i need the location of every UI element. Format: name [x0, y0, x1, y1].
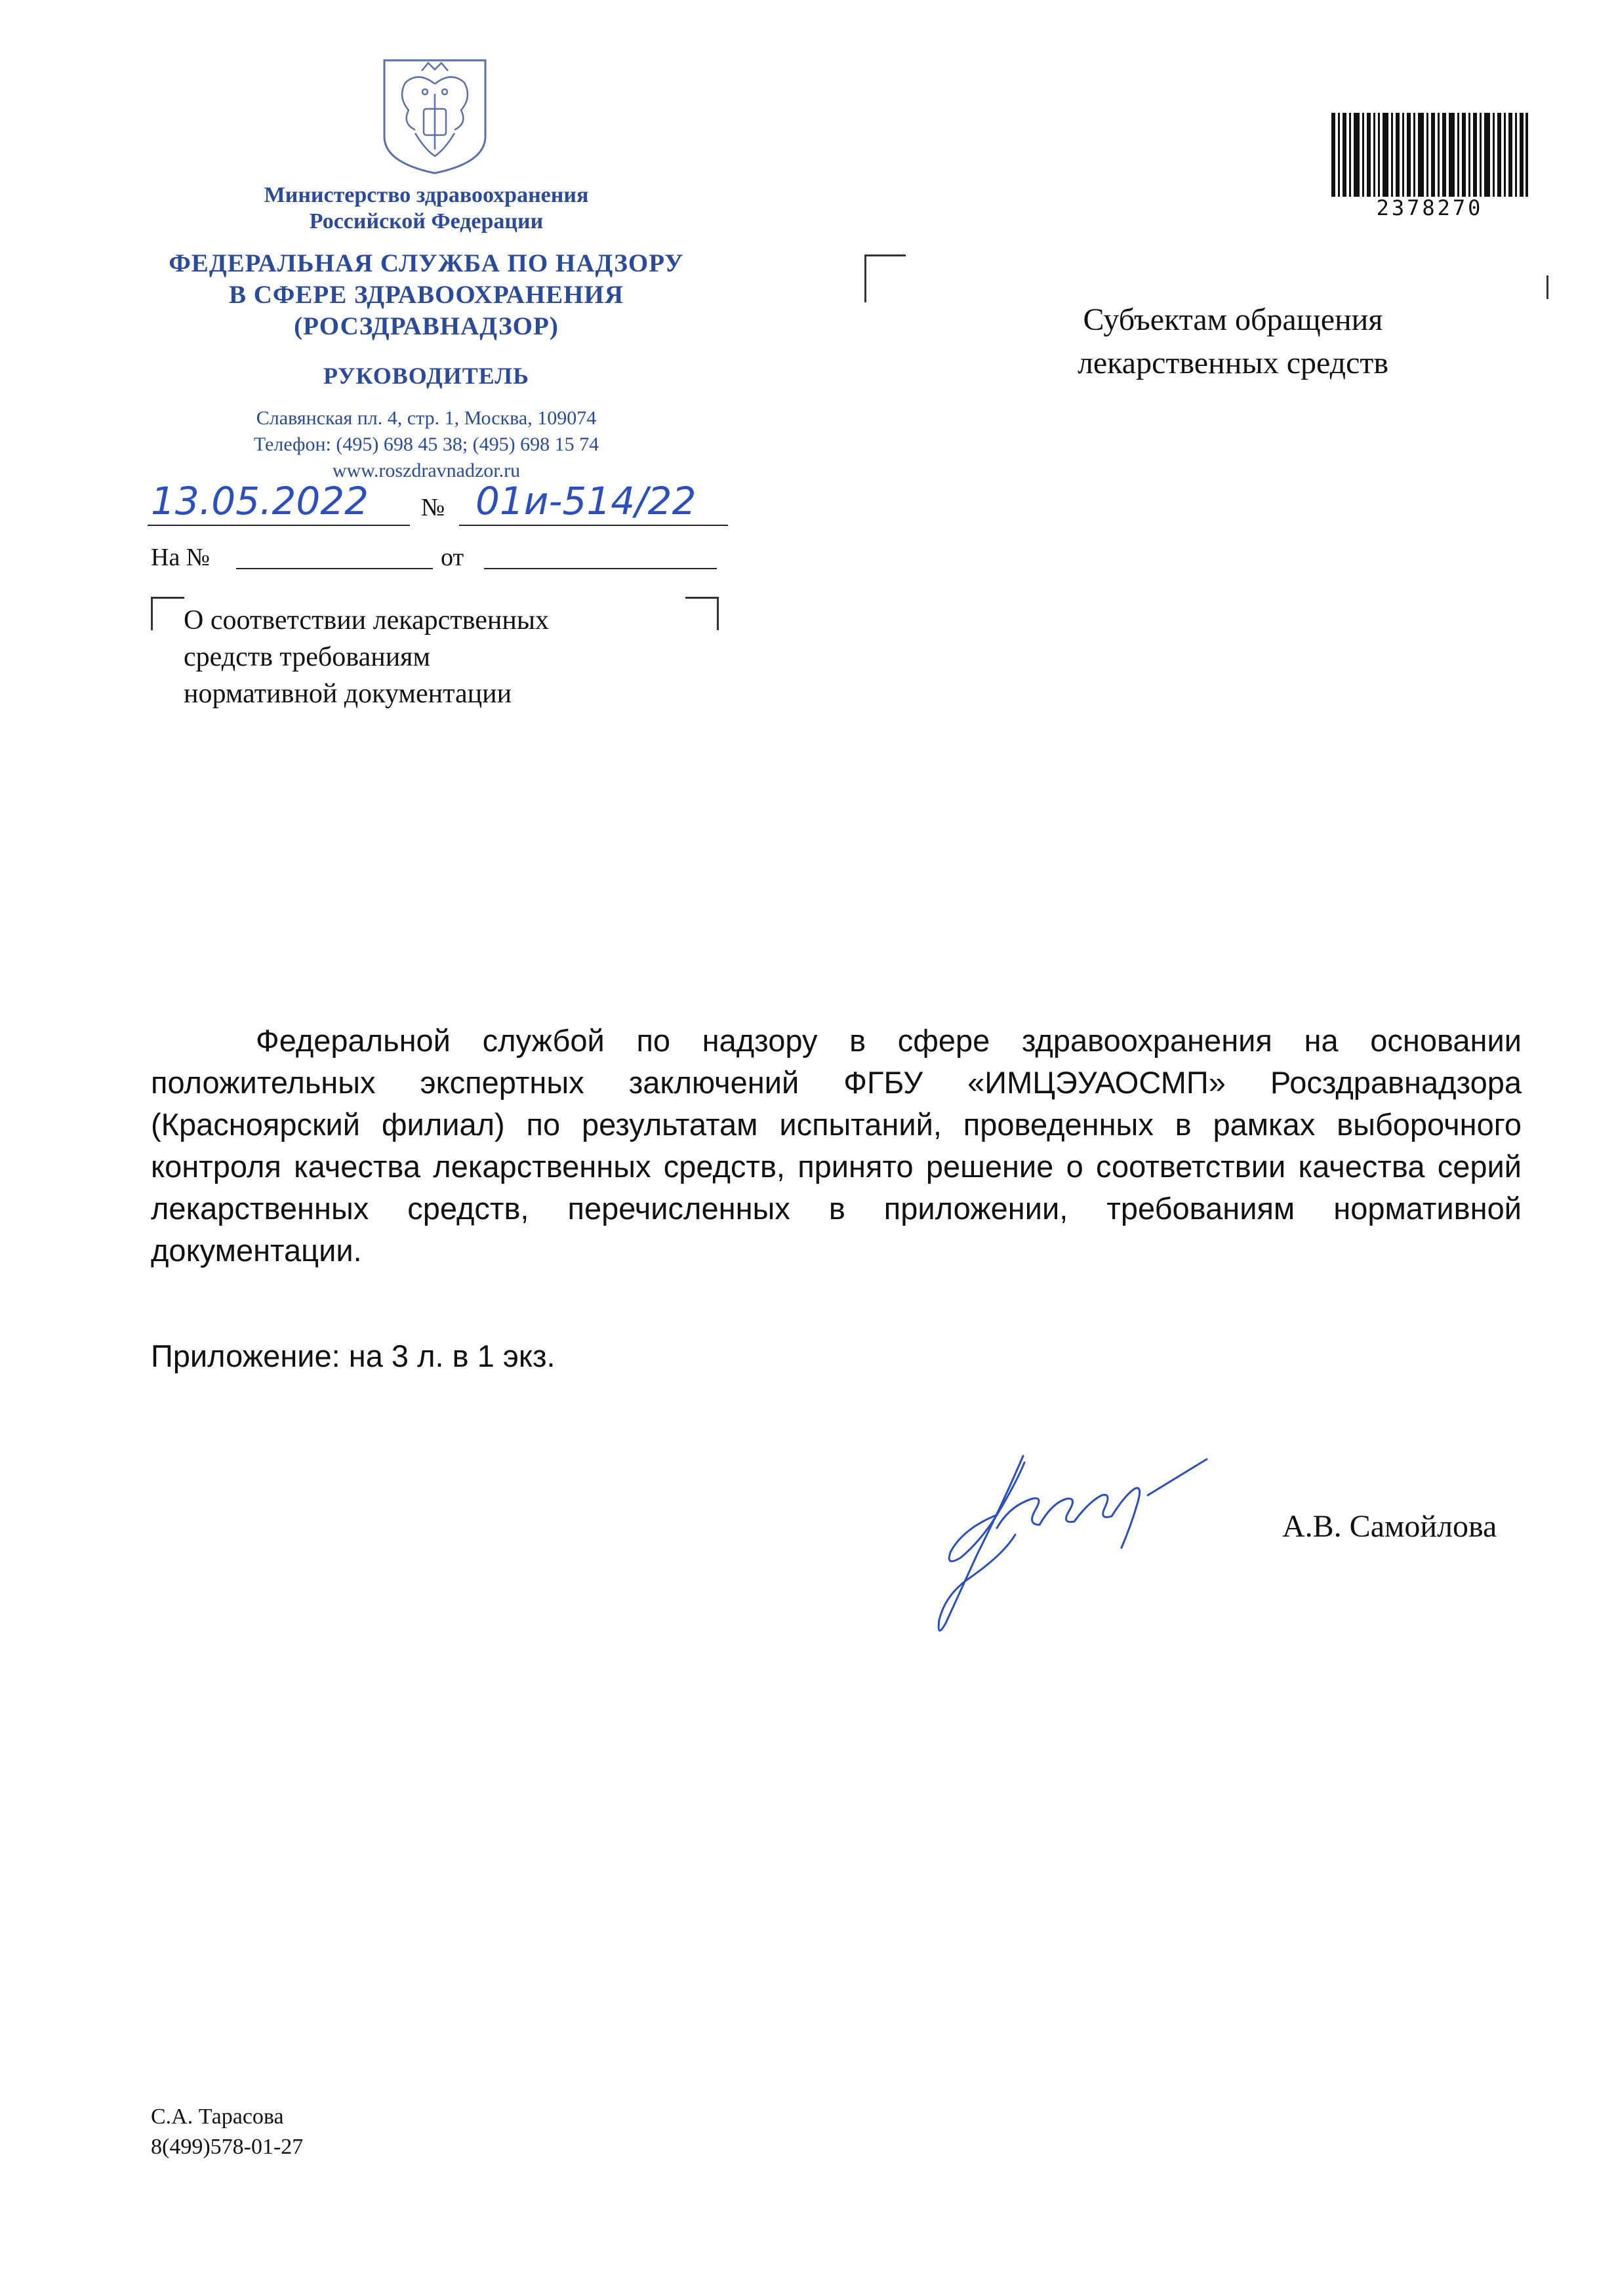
service-name-line2: В СФЕРЕ ЗДРАВООХРАНЕНИЯ [228, 281, 624, 309]
date-underline [148, 525, 410, 526]
ministry-name-line1: Министерство здравоохранения [264, 183, 589, 207]
reply-date-line [484, 568, 717, 569]
reply-number-line [236, 568, 433, 569]
number-sign: № [421, 494, 445, 521]
reply-from-label: от [441, 544, 464, 571]
body-paragraph: Федеральной службой по надзору в сфере здравоохранения на основании положительных экспертных заключений ФГБУ «ИМЦЭУАОСМП» Росздравнадзора (Красноярский филиал) по результатам испытаний, проведенных в рамках выборочного контроля качества лекарственных средств, принято решение о соответствии качества серий лекарственных средств, перечисленных в приложении, требованиям нормативной документации. [151, 1023, 1522, 1268]
ministry-name-line2: Российской Федерации [309, 209, 544, 233]
subject-line3: нормативной документации [184, 679, 512, 709]
subject-corner-left [151, 597, 184, 630]
coat-of-arms-emblem-icon [379, 58, 491, 176]
executor-phone: 8(499)578-01-27 [151, 2135, 304, 2159]
registration-date: 13.05.2022 [151, 479, 369, 523]
subject-line1: О соответствии лекарственных [184, 605, 550, 635]
signature-scribble-icon [899, 1443, 1240, 1640]
reply-number-label: На № [151, 544, 211, 571]
position-title: РУКОВОДИТЕЛЬ [323, 363, 529, 389]
signer-name: А.В. Самойлова [1282, 1509, 1497, 1544]
number-underline [459, 525, 728, 526]
registration-number: 01и-514/22 [475, 479, 697, 523]
service-name-line3: (РОСЗДРАВНАДЗОР) [294, 312, 559, 340]
service-name-line1: ФЕДЕРАЛЬНАЯ СЛУЖБА ПО НАДЗОРУ [169, 249, 684, 277]
phone: Телефон: (495) 698 45 38; (495) 698 15 74 [253, 433, 599, 455]
addressee-line2: лекарственных средств [1077, 346, 1389, 380]
executor-name: С.А. Тарасова [151, 2105, 284, 2129]
subject-corner-right [685, 597, 719, 630]
addressee-corner-mark [1546, 275, 1548, 299]
subject-line2: средств требованиям [184, 642, 431, 672]
barcode-number: 2378270 [1376, 195, 1484, 220]
address: Славянская пл. 4, стр. 1, Москва, 109074 [256, 407, 597, 429]
website: www.roszdravnadzor.ru [332, 460, 521, 481]
attachment-note: Приложение: на 3 л. в 1 экз. [151, 1339, 556, 1373]
barcode-icon [1331, 113, 1528, 197]
addressee-line1: Субъектам обращения [1083, 302, 1383, 337]
addressee-corner [864, 254, 906, 302]
